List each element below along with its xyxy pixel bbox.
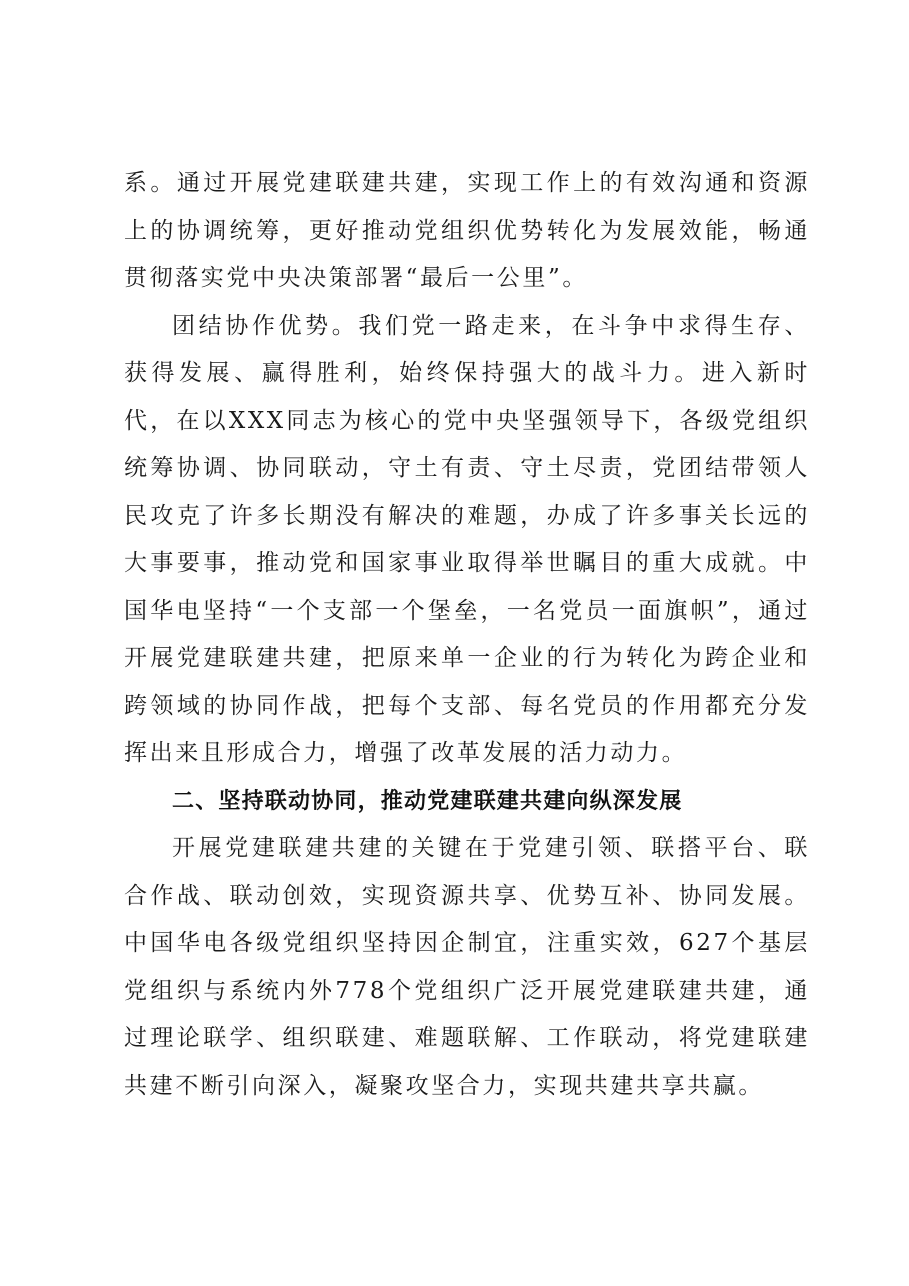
paragraph-continuation: 系。通过开展党建联建共建，实现工作上的有效沟通和资源上的协调统筹，更好推动党组织优势转化为发展效能，畅通贯彻落实党中央决策部署“最后一公里”。 xyxy=(124,170,810,291)
paragraph-unity-cooperation: 团结协作优势。我们党一路走来，在斗争中求得生存、获得发展、赢得胜利，始终保持强大的战斗力。进入新时代，在以XXX同志为核心的党中央坚强领导下，各级党组织统筹协调、协同联动，守土有责、守土尽责，党团结带领人民攻克了许多长期没有解决的难题，办成了许多事关长远的大事要事，推动党和国家事业取得举世瞩目的重大成就。中国华电坚持“一个支部一个堡垒，一名党员一面旗帜”，通过开展党建联建共建，把原来单一企业的行为转化为跨企业和跨领域的协同作战，把每个支部、每名党员的作用都充分发挥出来且形成合力，增强了改革发展的活力动力。 xyxy=(124,312,810,766)
section-heading: 二、坚持联动协同，推动党建联建共建向纵深发展 xyxy=(172,788,683,814)
paragraph-party-building: 开展党建联建共建的关键在于党建引领、联搭平台、联合作战、联动创效，实现资源共享、优势互补、协同发展。中国华电各级党组织坚持因企制宜，注重实效，627个基层党组织与系统内外778个党组织广泛开展党建联建共建，通过理论联学、组织联建、难题联解、工作联动，将党建联建共建不断引向深入，凝聚攻坚合力，实现共建共享共赢。 xyxy=(124,835,810,1099)
document-body xyxy=(124,160,810,1110)
